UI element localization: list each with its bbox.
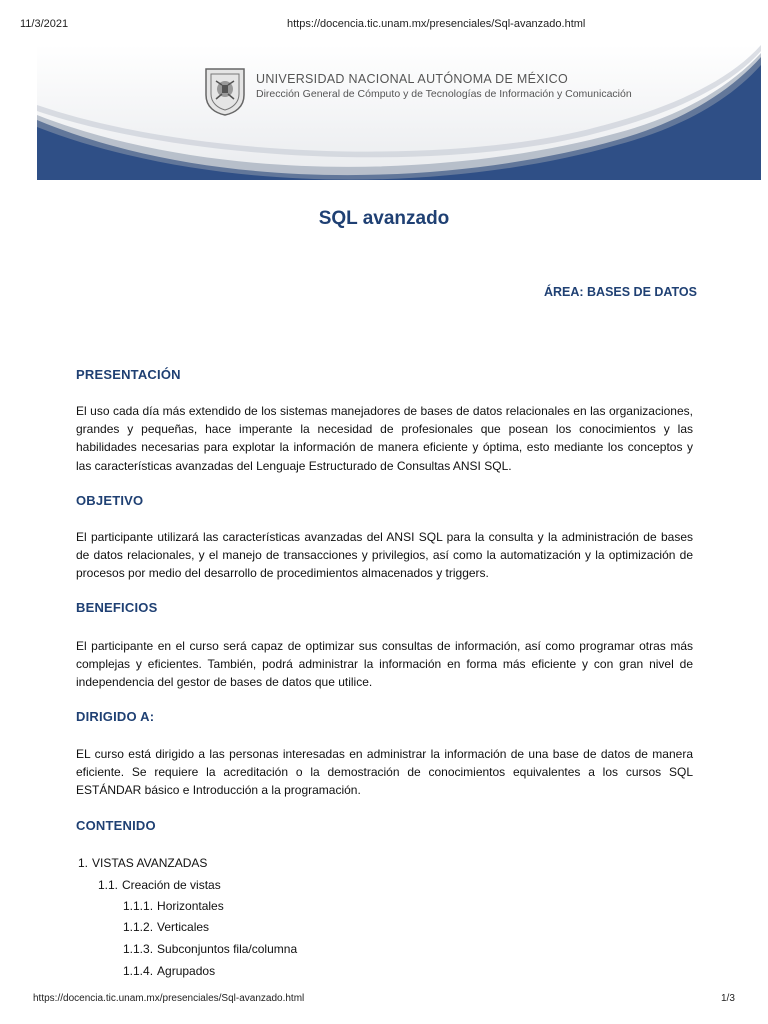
contents-item-label: Verticales: [157, 920, 210, 934]
section-heading-contenido: CONTENIDO: [76, 818, 156, 833]
contents-item-number: 1.1.1.: [123, 899, 154, 913]
header-banner: [37, 45, 761, 180]
contents-item: [98, 878, 221, 892]
print-header-url: https://docencia.tic.unam.mx/presenciales/Sql-avanzado.html: [287, 18, 586, 30]
contents-item: [123, 920, 209, 934]
unam-seal-icon: [202, 65, 248, 117]
contents-item-label: Subconjuntos fila/columna: [157, 942, 298, 956]
contents-item: [123, 899, 224, 913]
contents-item-label: VISTAS AVANZADAS: [92, 856, 208, 870]
contents-item-number: 1.1.2.: [123, 920, 154, 934]
contents-item-label: Horizontales: [157, 899, 224, 913]
section-heading-beneficios: BENEFICIOS: [76, 600, 158, 615]
department-name: Dirección General de Cómputo y de Tecnologías de Información y Comunicación: [256, 88, 632, 100]
banner-background: [37, 45, 761, 180]
print-footer-url: https://docencia.tic.unam.mx/presenciales/Sql-avanzado.html: [33, 993, 305, 1004]
section-text-dirigido: EL curso está dirigido a las personas interesadas en administrar la información de una base de datos de manera eficiente. Se requiere la acreditación o la demostración de conocimientos equivalentes a los cursos SQL ESTÁNDAR básico e Introducción a la programación.: [76, 747, 693, 798]
contents-item-label: Agrupados: [157, 964, 216, 978]
contents-item-number: 1.1.: [98, 878, 119, 892]
contents-item: [123, 942, 297, 956]
contents-item: [78, 856, 207, 870]
area-label: ÁREA: BASES DE DATOS: [543, 285, 697, 299]
contents-item-number: 1.1.4.: [123, 964, 154, 978]
section-heading-objetivo: OBJETIVO: [76, 493, 144, 508]
print-page-number: 1/3: [721, 993, 735, 1004]
contents-item-label: Creación de vistas: [122, 878, 221, 892]
section-heading-dirigido: DIRIGIDO A:: [76, 709, 155, 724]
page-title: SQL avanzado: [318, 208, 450, 229]
print-date: 11/3/2021: [20, 18, 69, 30]
section-text-beneficios: El participante en el curso será capaz de optimizar sus consultas de información, así como programar otras más complejas y eficientes. También, podrá administrar la información en forma más eficiente y con gran nivel de independencia del gestor de bases de datos que utilice.: [76, 639, 693, 690]
contents-item-number: 1.1.3.: [123, 942, 154, 956]
contents-item-number: 1.: [78, 856, 89, 870]
section-text-presentacion: El uso cada día más extendido de los sistemas manejadores de bases de datos relacionales en las organizaciones, grandes y pequeñas, hace imperante la necesidad de profesionales que posean los conocimientos y las habilidades necesarias para explotar la información de manera eficiente y óptima, esto mediante los conceptos y las características avanzadas del Lenguaje Estructurado de Consultas ANSI SQL.: [76, 404, 693, 473]
section-text-objetivo: El participante utilizará las características avanzadas del ANSI SQL para la consulta y la administración de bases de datos relacionales, y el manejo de transacciones y privilegios, así como la automatización y la optimización de procesos por medio del desarrollo de procedimientos almacenados y triggers.: [76, 530, 693, 581]
university-name: UNIVERSIDAD NACIONAL AUTÓNOMA DE MÉXICO: [256, 72, 568, 86]
contents-item: [123, 964, 215, 978]
section-heading-presentacion: PRESENTACIÓN: [76, 367, 181, 382]
